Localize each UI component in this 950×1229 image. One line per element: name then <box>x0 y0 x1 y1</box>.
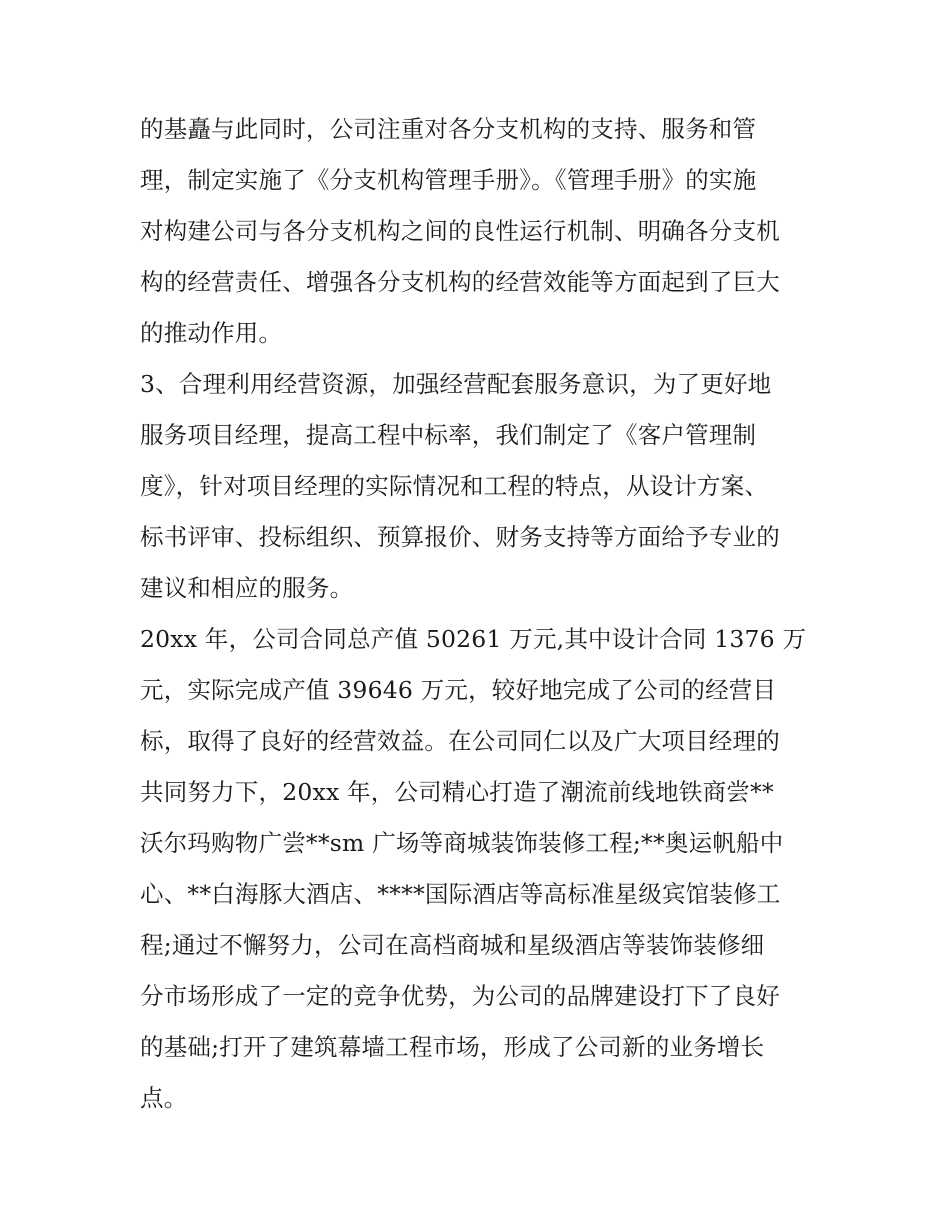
text-line: 心、**白海豚大酒店、****国际酒店等高标准星级宾馆装修工 <box>140 880 781 908</box>
text-line: 元，实际完成产值 39646 万元，较好地完成了公司的经营目 <box>140 676 777 704</box>
text-line: 构的经营责任、增强各分支机构的经营效能等方面起到了巨大 <box>140 268 780 296</box>
text-line: 对构建公司与各分支机构之间的良性运行机制、明确各分支机 <box>140 217 780 245</box>
text-line: 3、合理利用经营资源，加强经营配套服务意识，为了更好地 <box>140 370 772 398</box>
text-line: 共同努力下，20xx 年，公司精心打造了潮流前线地铁商尝** <box>140 778 774 806</box>
text-line: 建议和相应的服务。 <box>140 574 354 602</box>
text-line: 点。 <box>140 1084 188 1112</box>
text-line: 理，制定实施了《分支机构管理手册》。《管理手册》的实施 <box>140 166 757 194</box>
text-line: 的推动作用。 <box>140 319 283 347</box>
text-line: 的基矗与此同时，公司注重对各分支机构的支持、服务和管 <box>140 115 757 143</box>
text-line: 标，取得了良好的经营效益。在公司同仁以及广大项目经理的 <box>140 727 780 755</box>
text-line: 沃尔玛购物广尝**sm 广场等商城装饰装修工程;**奥运帆船中 <box>140 829 784 857</box>
text-line: 分市场形成了一定的竞争优势，为公司的品牌建设打下了良好 <box>140 982 780 1010</box>
text-line: 程;通过不懈努力，公司在高档商城和星级酒店等装饰装修细 <box>140 931 765 959</box>
text-line: 服务项目经理，提高工程中标率，我们制定了《客户管理制 <box>140 421 757 449</box>
text-line: 度》，针对项目经理的实际情况和工程的特点，从设计方案、 <box>140 472 769 500</box>
text-line: 标书评审、投标组织、预算报价、财务支持等方面给予专业的 <box>140 523 780 551</box>
text-line: 20xx 年，公司合同总产值 50261 万元,其中设计合同 1376 万 <box>140 625 807 653</box>
document-body <box>140 104 820 1124</box>
text-line: 的基础;打开了建筑幕墙工程市场，形成了公司新的业务增长 <box>140 1033 765 1061</box>
